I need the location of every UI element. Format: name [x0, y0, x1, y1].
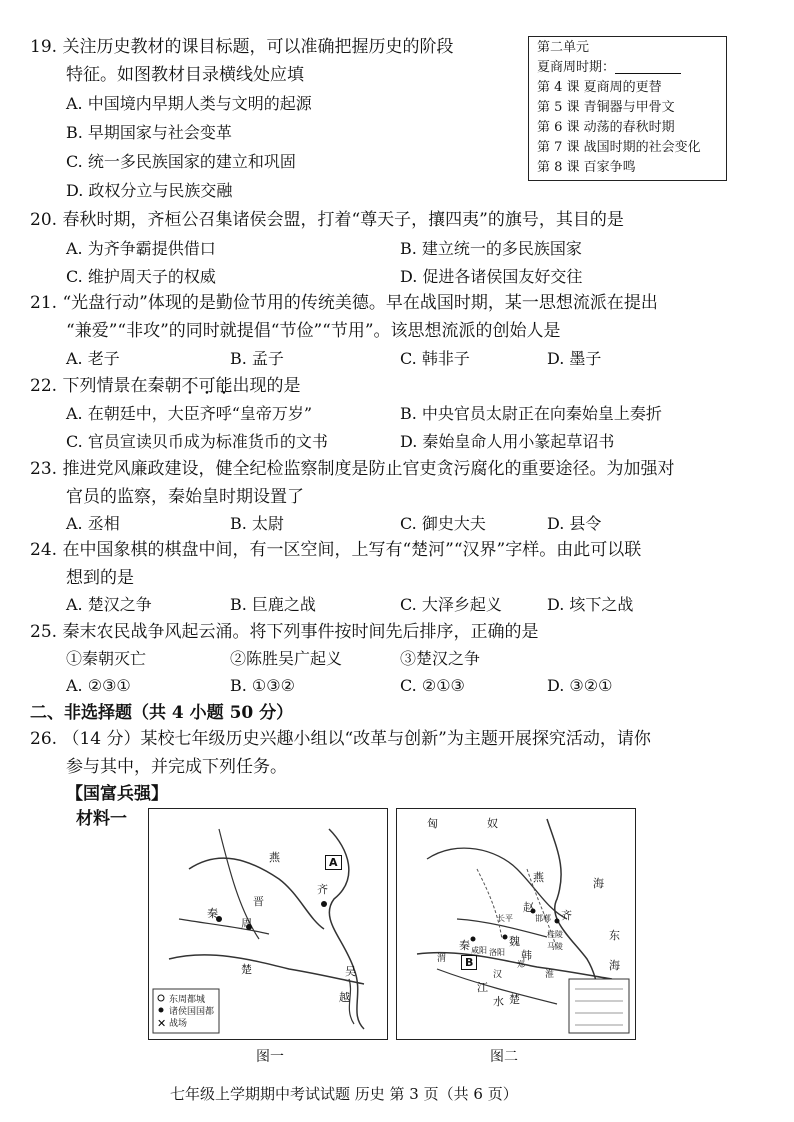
q24-option-d: D. 垓下之战 — [547, 595, 634, 614]
toc-lesson-8: 第 8 课 百家争鸣 — [537, 160, 636, 175]
map2-label-chu: 楚 — [509, 993, 520, 1006]
q22-emphasis-char: 能 — [215, 376, 233, 396]
map-2-caption: 图二 — [490, 1049, 518, 1065]
q20-option-a: A. 为齐争霸提供借口 — [66, 239, 216, 258]
map2-label-hai-2: 海 — [609, 959, 620, 972]
q22-option-a: A. 在朝廷中，大臣齐呼“皇帝万岁” — [66, 404, 313, 423]
q25-event-3: ③楚汉之争 — [400, 649, 481, 668]
q24-stem-line1: 24. 在中国象棋的棋盘中间，有一区空间，上写有“楚河”“汉界”字样。由此可以联 — [30, 540, 642, 560]
q23-stem-line1: 23. 推进党风廉政建设，健全纪检监察制度是防止官吏贪污腐化的重要途径。为加强对 — [30, 459, 675, 479]
q20-option-d: D. 促进各诸侯国友好交往 — [400, 267, 583, 286]
q19-option-b: B. 早期国家与社会变革 — [66, 123, 232, 142]
toc-unit: 第二单元 — [537, 40, 590, 55]
map1-legend-capital: 东周都城 — [169, 995, 206, 1005]
map2-label-wei: 魏 — [509, 935, 520, 948]
q22-stem — [30, 375, 300, 397]
map1-label-yue: 越 — [339, 991, 350, 1004]
map2-label-xiong: 匈 — [427, 817, 438, 830]
q22-option-d: D. 秦始皇命人用小篆起草诏书 — [400, 432, 615, 451]
map2-label-hai-1: 海 — [593, 877, 604, 890]
map1-label-zhou: 周 — [241, 917, 252, 930]
map2-label-luoyang: 洛阳 — [489, 948, 505, 957]
map1-legend-vassal: 诸侯国国都 — [169, 1007, 215, 1017]
q19-option-c: C. 统一多民族国家的建立和巩固 — [66, 152, 296, 171]
q19-option-a: A. 中国境内早期人类与文明的起源 — [66, 94, 312, 113]
q19-stem-line1: 19. 关注历史教材的课目标题，可以准确把握历史的阶段 — [30, 37, 454, 57]
map2-label-maling: 马陵 — [547, 942, 563, 951]
q25-option-c: C. ②①③ — [400, 676, 465, 695]
q26-subheading: 【国富兵强】 — [66, 784, 168, 804]
svg-text:✕: ✕ — [157, 1017, 167, 1030]
map1-legend-battle: 战场 — [169, 1019, 188, 1029]
toc-lesson-6: 第 6 课 动荡的春秋时期 — [537, 120, 675, 135]
map-figure-2 — [396, 808, 636, 1040]
q21-option-b: B. 孟子 — [230, 349, 284, 368]
map2-label-yan: 燕 — [533, 871, 544, 884]
q21-option-a: A. 老子 — [66, 349, 120, 368]
toc-lesson-5: 第 5 课 青铜器与甲骨文 — [537, 100, 675, 115]
q22-emphasis-char: 可 — [198, 376, 216, 396]
q19-option-d: D. 政权分立与民族交融 — [66, 181, 233, 200]
q23-stem-line2: 官员的监察，秦始皇时期设置了 — [66, 487, 304, 507]
q25-option-a: A. ②③① — [66, 676, 131, 695]
map2-label-zhao: 赵 — [523, 901, 534, 914]
map1-label-qin: 秦 — [207, 907, 218, 920]
q25-option-d: D. ③②① — [547, 676, 613, 695]
map1-label-qi: 齐 — [317, 883, 328, 896]
q26-material-1: 材料一 — [76, 809, 127, 829]
map-1-caption: 图一 — [256, 1049, 284, 1065]
map2-label-handan: 邯郸 — [535, 914, 551, 923]
map2-label-guiling: 桂陵 — [547, 930, 563, 939]
q22-stem-post: 出现的是 — [232, 376, 301, 396]
map2-marker-b: B — [461, 955, 477, 970]
textbook-contents-box — [528, 36, 727, 181]
toc-period — [537, 59, 681, 77]
q23-option-a: A. 丞相 — [66, 514, 120, 533]
map1-label-chu: 楚 — [241, 963, 252, 976]
q22-option-c: C. 官员宣读贝币成为标准货币的文书 — [66, 432, 328, 451]
map2-label-han-river: 汉 — [493, 970, 503, 980]
q26-stem-line1: 26. （14 分）某校七年级历史兴趣小组以“改革与创新”为主题开展探究活动，请你 — [30, 729, 651, 749]
map2-label-xianyang: 咸阳 — [471, 946, 487, 955]
q24-stem-line2: 想到的是 — [66, 568, 134, 588]
q22-emphasis-char: 不 — [181, 376, 199, 396]
map2-label-jiang: 江 — [477, 981, 488, 994]
q23-option-d: D. 县令 — [547, 514, 602, 533]
map2-label-dong: 东 — [609, 929, 620, 942]
q22-option-b: B. 中央官员太尉正在向秦始皇上奏折 — [400, 404, 662, 423]
q24-option-b: B. 巨鹿之战 — [230, 595, 316, 614]
q25-option-b: B. ①③② — [230, 676, 295, 695]
page-footer: 七年级上学期期中考试试题 历史 第 3 页（共 6 页） — [170, 1085, 518, 1103]
map2-label-huai: 淮 — [545, 970, 555, 980]
q22-stem-emphasis — [181, 376, 232, 396]
q20-stem: 20. 春秋时期，齐桓公召集诸侯会盟，打着“尊天子，攘四夷”的旗号，其目的是 — [30, 210, 624, 230]
q24-option-c: C. 大泽乡起义 — [400, 595, 502, 614]
section-2-heading: 二、非选择题（共 4 小题 50 分） — [30, 703, 294, 723]
map1-label-wu: 吴 — [345, 965, 356, 978]
q23-option-c: C. 御史大夫 — [400, 514, 486, 533]
q20-option-c: C. 维护周天子的权威 — [66, 267, 216, 286]
map-figure-1 — [148, 808, 388, 1040]
map2-label-zheng: 郑 — [517, 960, 525, 969]
map2-label-qi: 齐 — [561, 909, 572, 922]
map2-label-shui: 水 — [493, 995, 504, 1008]
q23-option-b: B. 太尉 — [230, 514, 284, 533]
toc-lesson-7: 第 7 课 战国时期的社会变化 — [537, 140, 701, 155]
map2-label-nu: 奴 — [487, 817, 498, 830]
q25-event-2: ②陈胜吴广起义 — [230, 649, 343, 668]
map1-marker-a: A — [325, 855, 342, 870]
q21-stem-line1: 21. “光盘行动”体现的是勤俭节用的传统美德。早在战国时期，某一思想流派在提出 — [30, 293, 658, 313]
q22-stem-pre: 22. 下列情景在秦朝 — [30, 376, 182, 396]
toc-blank — [615, 61, 681, 74]
q21-option-d: D. 墨子 — [547, 349, 602, 368]
map2-label-han: 韩 — [521, 949, 532, 962]
q19-stem-line2: 特征。如图教材目录横线处应填 — [66, 65, 304, 85]
q21-option-c: C. 韩非子 — [400, 349, 470, 368]
toc-period-label: 夏商周时期： — [537, 60, 616, 75]
q25-event-1: ①秦朝灭亡 — [66, 649, 147, 668]
toc-lesson-4: 第 4 课 夏商周的更替 — [537, 80, 662, 95]
q26-stem-line2: 参与其中，并完成下列任务。 — [66, 757, 287, 777]
q21-stem-line2: “兼爱”“非攻”的同时就提倡“节俭”“节用”。该思想流派的创始人是 — [66, 321, 561, 341]
map2-label-changping: 长平 — [497, 914, 513, 923]
q24-option-a: A. 楚汉之争 — [66, 595, 152, 614]
map1-label-yan: 燕 — [269, 851, 280, 864]
map2-label-qin: 秦 — [459, 939, 470, 952]
map1-label-jin: 晋 — [253, 895, 264, 908]
q20-option-b: B. 建立统一的多民族国家 — [400, 239, 582, 258]
map2-label-wei-river: 渭 — [437, 954, 447, 964]
q25-stem: 25. 秦末农民战争风起云涌。将下列事件按时间先后排序，正确的是 — [30, 622, 539, 642]
